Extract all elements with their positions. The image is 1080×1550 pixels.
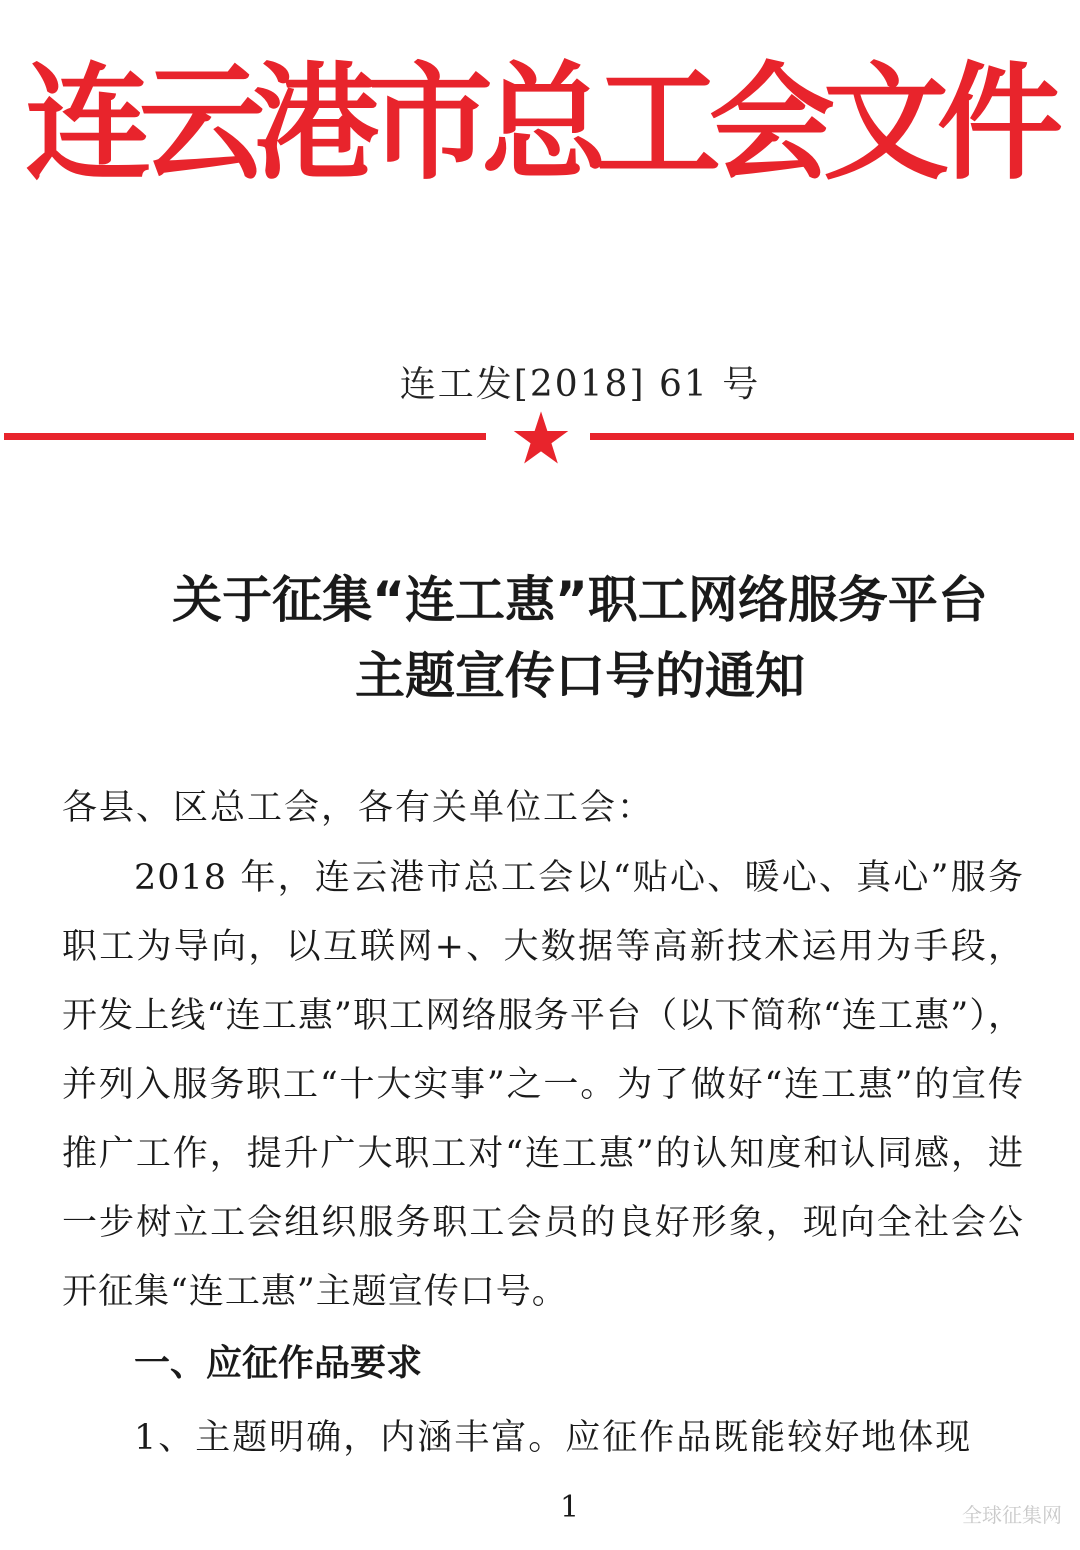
- requirement-item-1: 1、主题明确，内涵丰富。应征作品既能较好地体现: [134, 1418, 973, 1458]
- document-header-title: 连云港市总工会文件: [25, 50, 1051, 197]
- document-number: 连工发[2018] 61 号: [399, 364, 761, 405]
- notice-title-line-1: 关于征集“连工惠”职工网络服务平台: [172, 571, 988, 629]
- red-divider-right: [590, 433, 1074, 440]
- section-heading: 一、应征作品要求: [134, 1343, 423, 1384]
- notice-title-line-2: 主题宣传口号的通知: [355, 647, 805, 705]
- notice-title: [0, 562, 1080, 714]
- body-paragraph: 2018 年，连云港市总工会以“贴心、暖心、真心”服务职工为导向，以互联网+、大数据等高新技术运用为手段，开发上线“连工惠”职工网络服务平台（以下简称“连工惠”），并列入服务职工“十大实事”之一。为了做好“连工惠”的宣传推广工作，提升广大职工对“连工惠”的认知度和认同感，进一步树立工会组织服务职工会员的良好形象，现向全社会公开征集“连工惠”主题宣传口号。: [62, 858, 1024, 1312]
- watermark: 全球征集网: [962, 1503, 1062, 1527]
- salutation: 各县、区总工会，各有关单位工会：: [62, 788, 655, 828]
- page-number: 1: [560, 1490, 580, 1525]
- star-icon: [512, 408, 570, 468]
- red-divider-left: [4, 433, 486, 440]
